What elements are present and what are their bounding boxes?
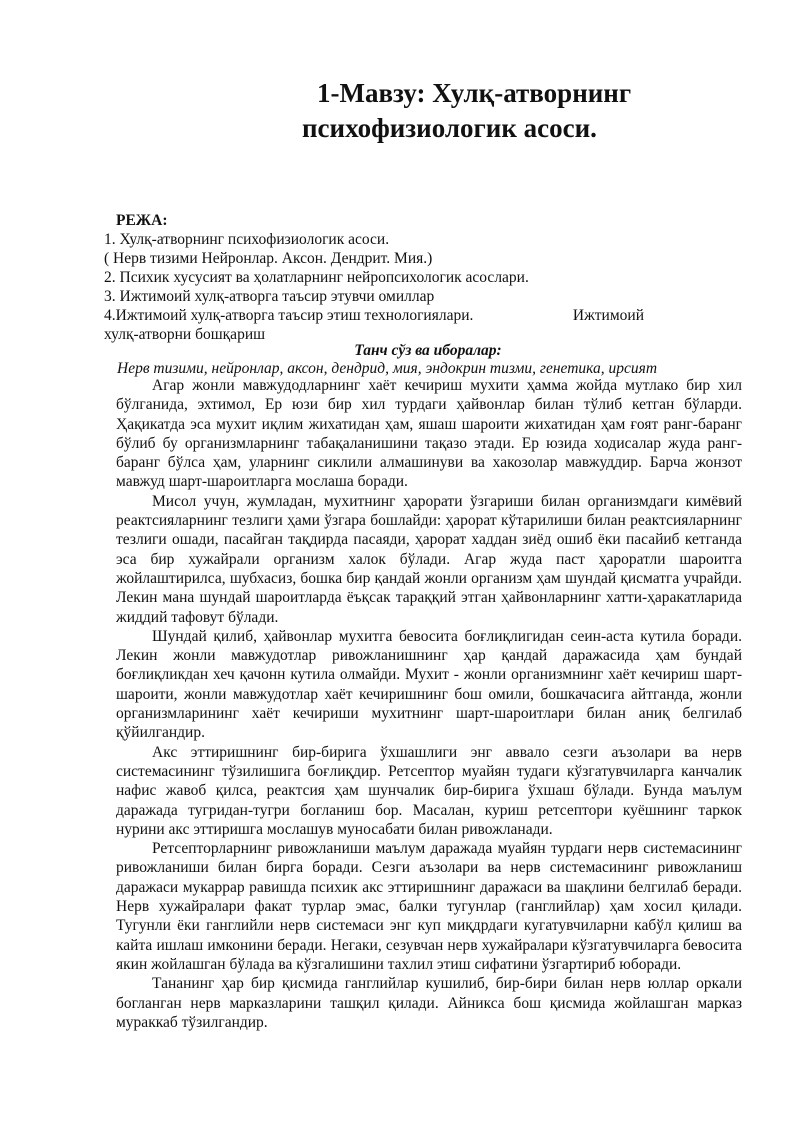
plan-item-4-text: 4.Ижтимоий хулқ-атворга таъсир этиш технологиялари.	[104, 307, 474, 324]
topic-title-line-1: 1-Мавзу: Хулқ-атворнинг	[317, 78, 632, 108]
paragraph: Тананинг ҳар бир қисмида ганглийлар кушилиб, бир-бири билан нерв юллар оркали богланган нерв марказларини ташқил қилади. Айникса бош қисмида жойлашган марказ мураккаб тўзилгандир.	[116, 975, 742, 1031]
plan-heading: РЕЖА:	[116, 212, 168, 229]
paragraph: Ретсепторларнинг ривожланиши маълум даражада муайян турдаги нерв системасининг ривожланиши билан бирга боради. Сезги аъзолари ва нерв системасининг ривожланиш даражаси мукаррар равишда психик акс эттиришнинг даражаси ва шақлини белгилаб беради. Нерв хужайралари факат турлар эмас, балки тугунлар (ганглийлар) ҳам хосил қилади. Тугунли ёки ганглийли нерв системаси энг куп миқдрдаги кугатувчиларни кабўл қилиш ва кайта ишлаш имконини беради. Негаки, сезувчан нерв хужайралари кўзгатувчиларга бевосита якин жойлашган бўлада ва кўзгалишини тахлил этиш сифатини ўзгартириб юборади.	[116, 840, 742, 973]
plan-item-4	[104, 306, 644, 325]
paragraph: Шундай қилиб, ҳайвонлар мухитга бевосита боғлиқлигидан сеин-аста кутила боради. Лекин жонли мавжудотлар ривожланишнинг ҳар қандай даражасида ҳам бундай боғлиқликдан хеч қачонн кутила олмайди. Мухит - жонли организмнинг хаёт кечириш шарт-шароити, жонли мавжудотлар хаёт кечиришнинг бош омили, бошкачасига айтганда, жонли организмларининг хаёт кечириши мухитнинг шарт-шароитлари билан аниқ белгилаб қўйилгандир.	[116, 627, 742, 742]
paragraph: Акс эттиришнинг бир-бирига ўхшашлиги энг аввало сезги аъзолари ва нерв системасининг тўзилишига боғлиқдир. Ретсептор муайян тудаги кўзгатувчиларга канчалик нафис жавоб қилса, реактсия ҳам шунчалик бир-бирига ўхшаш бўлади. Бунда маълум даражада тугридан-тугри богланиш бор. Масалан, куриш ретсептори куёшнинг таркок нурини акс эттиришга мослашув муносабати билан ривожланади.	[116, 743, 742, 838]
paragraph: Агар жонли мавжудодларнинг хаёт кечириш мухити ҳамма жойда мутлако бир хил бўлганида, эхтимол, Ер юзи бир хил турдаги ҳайвонлар билан тўлиб кетган бўларди. Ҳақикатда эса мухит иқлим жихатидан ҳам, яшаш шароити жихатидан ҳам ғоят ранг-баранг бўлиб бу организмларнинг табақаланишини тақазо этади. Ер юзида ходисалар жуда ранг-баранг бўлса ҳам, уларнинг сиклили алмашинуви ва хакозолар мавжуддир. Барча жонзот мавжуд шарт-шароитларга мослаша боради.	[116, 377, 742, 491]
plan-item: 3. Ижтимоий хулқ-атворга таъсир этувчи омиллар	[104, 288, 435, 305]
plan-section	[104, 211, 744, 344]
keywords-heading: Танч сўз ва иборалар:	[354, 342, 502, 359]
topic-title	[0, 76, 800, 146]
paragraph: Мисол учун, жумладан, мухитнинг ҳарорати ўзгариши билан организмдаги кимёвий реактсияларнинг тезлиги ҳами ўзгара бошлайди: ҳарорат кўтарилиши билан реактсияларнинг тезлиги ошади, пасайган тақдирда пасаяди, ҳарорат хаддан зиёд ошиб ёки пасайиб кетганда эса бир хужайрали организм халок бўлади. Агар жуда паст ҳароратли шароитга жойлаштирилса, шубхасиз, бошка бир қандай жонли организм ҳам шундай қисматга учрайди. Лекин мана шундай шароитларда ёъқсак тараққий этган ҳайвонларнинг хатти-ҳаракатларида жиддий тафовут бўлади.	[116, 492, 742, 626]
body-text	[116, 376, 742, 1032]
plan-item: 1. Хулқ-атворнинг психофизиологик асоси.	[104, 231, 390, 248]
topic-title-line-2: психофизиологик асоси.	[302, 113, 597, 143]
keywords-list: Нерв тизими, нейронлар, аксон, дендрид, мия, эндокрин тизми, генетика, ирсият	[117, 360, 658, 377]
plan-item: 2. Психик хусусият ва ҳолатларнинг нейропсихологик асослари.	[104, 269, 529, 286]
plan-item: ( Нерв тизими Нейронлар. Аксон. Дендрит. Мия.)	[104, 250, 433, 267]
plan-item-4-wrap: хулқ-атворни бошқариш	[104, 326, 266, 343]
plan-item-4-continued: Ижтимоий	[572, 307, 644, 324]
